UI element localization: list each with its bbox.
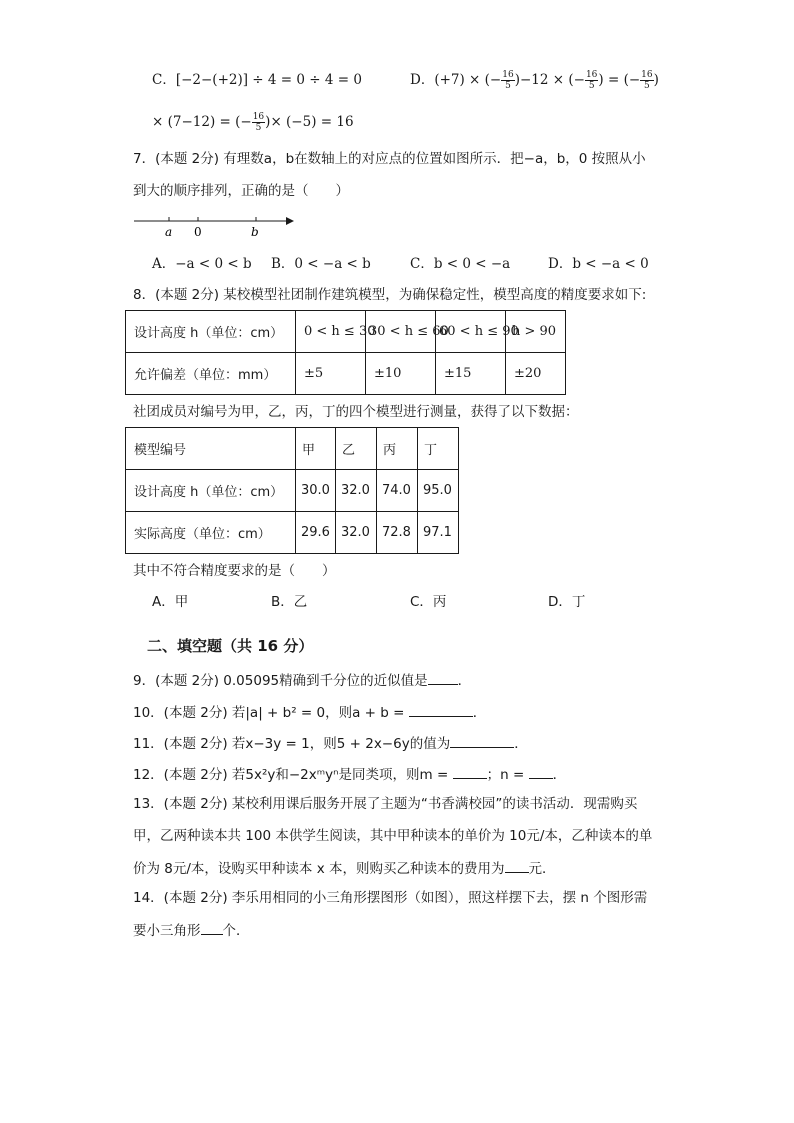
header-cell: 甲: [296, 428, 336, 470]
q11-end: ．: [514, 736, 528, 752]
table-row: [126, 353, 566, 395]
q6-fraction-den: 5: [505, 81, 511, 91]
q6-option-d: D．(+7) × (− $\frac{16}{5}$ )−12 × (− $\frac{16}{5}$ ) = (− $\frac{16}{5}$ ): [410, 70, 659, 91]
table-row: [126, 428, 459, 470]
q7-line2: 到大的顺序排列，正确的是（ ）: [133, 183, 349, 199]
answer-blank[interactable]: [428, 670, 458, 685]
q8-line1: 8．(本题 2分) 某校模型社团制作建筑模型，为确保稳定性，模型高度的精度要求如下:: [133, 287, 647, 303]
q6-cont-b: × (−5) = 16: [270, 114, 354, 130]
table-row: [126, 311, 566, 353]
q6-fraction-num: 16: [252, 112, 265, 122]
row-label-actual-height: 实际高度（单位：cm）: [126, 512, 296, 554]
q9-end: ．: [457, 673, 472, 689]
q8-line3: 其中不符合精度要求的是（ ）: [133, 563, 336, 579]
q6-option-d-label: D．: [410, 72, 435, 88]
q14-line2-end: 个．: [222, 923, 250, 939]
answer-blank[interactable]: [529, 764, 553, 779]
q12: [133, 764, 566, 784]
q13-line3-text: 价为 8元/本，设购买甲种读本 x 本，则购买乙种读本的费用为: [133, 861, 505, 877]
q7-option-d: D．b < −a < 0: [548, 256, 649, 272]
header-cell: 丁: [418, 428, 459, 470]
q6-fraction-den: 5: [255, 123, 262, 133]
q6-fraction-den: 5: [588, 81, 595, 91]
tolerance-cell: ±15: [436, 353, 506, 395]
q10: [133, 702, 486, 722]
q12-text: 12．(本题 2分) 若5x²y和−2xᵐyⁿ是同类项，则m =: [133, 767, 449, 783]
q13-line1: 13．(本题 2分) 某校利用课后服务开展了主题为“书香满校园”的读书活动．现需购买: [133, 796, 638, 812]
answer-blank[interactable]: [505, 858, 529, 873]
q6-option-d-part1: (+7) ×: [434, 72, 481, 88]
range-cell: h > 90: [506, 311, 566, 353]
q9-text: 9．(本题 2分) 0.05095精确到千分位的近似值是: [133, 673, 428, 689]
q6-fraction: [501, 70, 514, 91]
q11: [133, 733, 528, 753]
value-cell: 97.1: [418, 512, 459, 554]
q7-option-c: C．b < 0 < −a: [410, 256, 511, 272]
range-cell: 30 < h ≤ 60: [366, 311, 436, 353]
measurement-table: [125, 427, 459, 554]
q6-fraction-den: 5: [644, 81, 650, 91]
label-a: a: [165, 225, 173, 239]
value-cell: 72.8: [377, 512, 418, 554]
q6-fraction: [640, 70, 653, 91]
table-row: [126, 470, 459, 512]
q10-text: 10．(本题 2分) 若|a| + b² = 0，则a + b =: [133, 705, 405, 721]
q6-option-d-part3: =: [607, 72, 620, 88]
precision-table: [125, 310, 566, 395]
value-cell: 74.0: [377, 470, 418, 512]
q6-fraction-num: 16: [502, 70, 514, 80]
q7-option-a: A．−a < 0 < b: [152, 256, 252, 272]
q7-line1: 7．(本题 2分) 有理数a，b在数轴上的对应点的位置如图所示．把−a，b，0 按照从小: [133, 151, 646, 167]
q9: [133, 670, 471, 690]
q8-option-d: D．丁: [548, 594, 586, 610]
label-zero: 0: [194, 225, 202, 239]
value-cell: 32.0: [336, 470, 377, 512]
header-cell: 丙: [377, 428, 418, 470]
table-row: [126, 512, 459, 554]
answer-blank[interactable]: [450, 733, 514, 748]
header-cell: 乙: [336, 428, 377, 470]
q6-fraction: [252, 112, 265, 133]
answer-blank[interactable]: [409, 702, 473, 717]
value-cell: 32.0: [336, 512, 377, 554]
value-cell: 95.0: [418, 470, 459, 512]
tolerance-cell: ±10: [366, 353, 436, 395]
q8-option-a: A．甲: [152, 594, 189, 610]
q14-line1: 14．(本题 2分) 李乐用相同的小三角形摆图形（如图），照这样摆下去，摆 n 个图形需: [133, 890, 648, 906]
range-cell: 60 < h ≤ 90: [436, 311, 506, 353]
tolerance-cell: ±20: [506, 353, 566, 395]
row-label-design-height: 设计高度 h（单位：cm）: [126, 311, 296, 353]
row-label-design-height: 设计高度 h（单位：cm）: [126, 470, 296, 512]
header-model-id: 模型编号: [126, 428, 296, 470]
value-cell: 30.0: [296, 470, 336, 512]
answer-blank[interactable]: [201, 920, 223, 935]
q12-end: ．: [552, 767, 567, 783]
row-label-tolerance: 允许偏差（单位：mm）: [126, 353, 296, 395]
q12-mid: ；n =: [486, 767, 525, 783]
q10-end: ．: [472, 705, 487, 721]
value-cell: 29.6: [296, 512, 336, 554]
label-b: b: [251, 225, 259, 239]
q6-option-c: C．[−2−(+2)] ÷ 4 = 0 ÷ 4 = 0: [152, 72, 362, 88]
q6-fraction-num: 16: [585, 70, 598, 80]
q14-line2: [133, 920, 250, 940]
number-line-figure: [130, 210, 300, 242]
q6-option-d-continuation: × (7−12) = (− $\frac{16}{5}$ )× (−5) = 16: [152, 112, 354, 133]
q8-line2: 社团成员对编号为甲，乙，丙，丁的四个模型进行测量，获得了以下数据：: [133, 404, 579, 420]
q7-option-b: B．0 < −a < b: [271, 256, 371, 272]
q11-text: 11．(本题 2分) 若x−3y = 1，则5 + 2x−6y的值为: [133, 736, 451, 752]
q6-cont-a: × (7−12) =: [152, 114, 231, 130]
q6-option-d-part2: −12 ×: [519, 72, 565, 88]
q8-option-c: C．丙: [410, 594, 447, 610]
q13-line3-end: 元．: [528, 861, 556, 877]
q13-line3: [133, 858, 556, 878]
q14-line2-text: 要小三角形: [133, 923, 201, 939]
answer-blank[interactable]: [453, 764, 487, 779]
number-line-arrow: [286, 217, 294, 225]
q6-fraction-num: 16: [641, 70, 653, 80]
tolerance-cell: ±5: [296, 353, 366, 395]
range-cell: 0 < h ≤ 30: [296, 311, 366, 353]
q8-option-b: B．乙: [271, 594, 308, 610]
q6-fraction: [585, 70, 598, 91]
q13-line2: 甲，乙两种读本共 100 本供学生阅读，其中甲种读本的单价为 10元/本，乙种读本的单: [133, 828, 653, 844]
section-title: 二、填空题（共 16 分）: [147, 637, 314, 655]
